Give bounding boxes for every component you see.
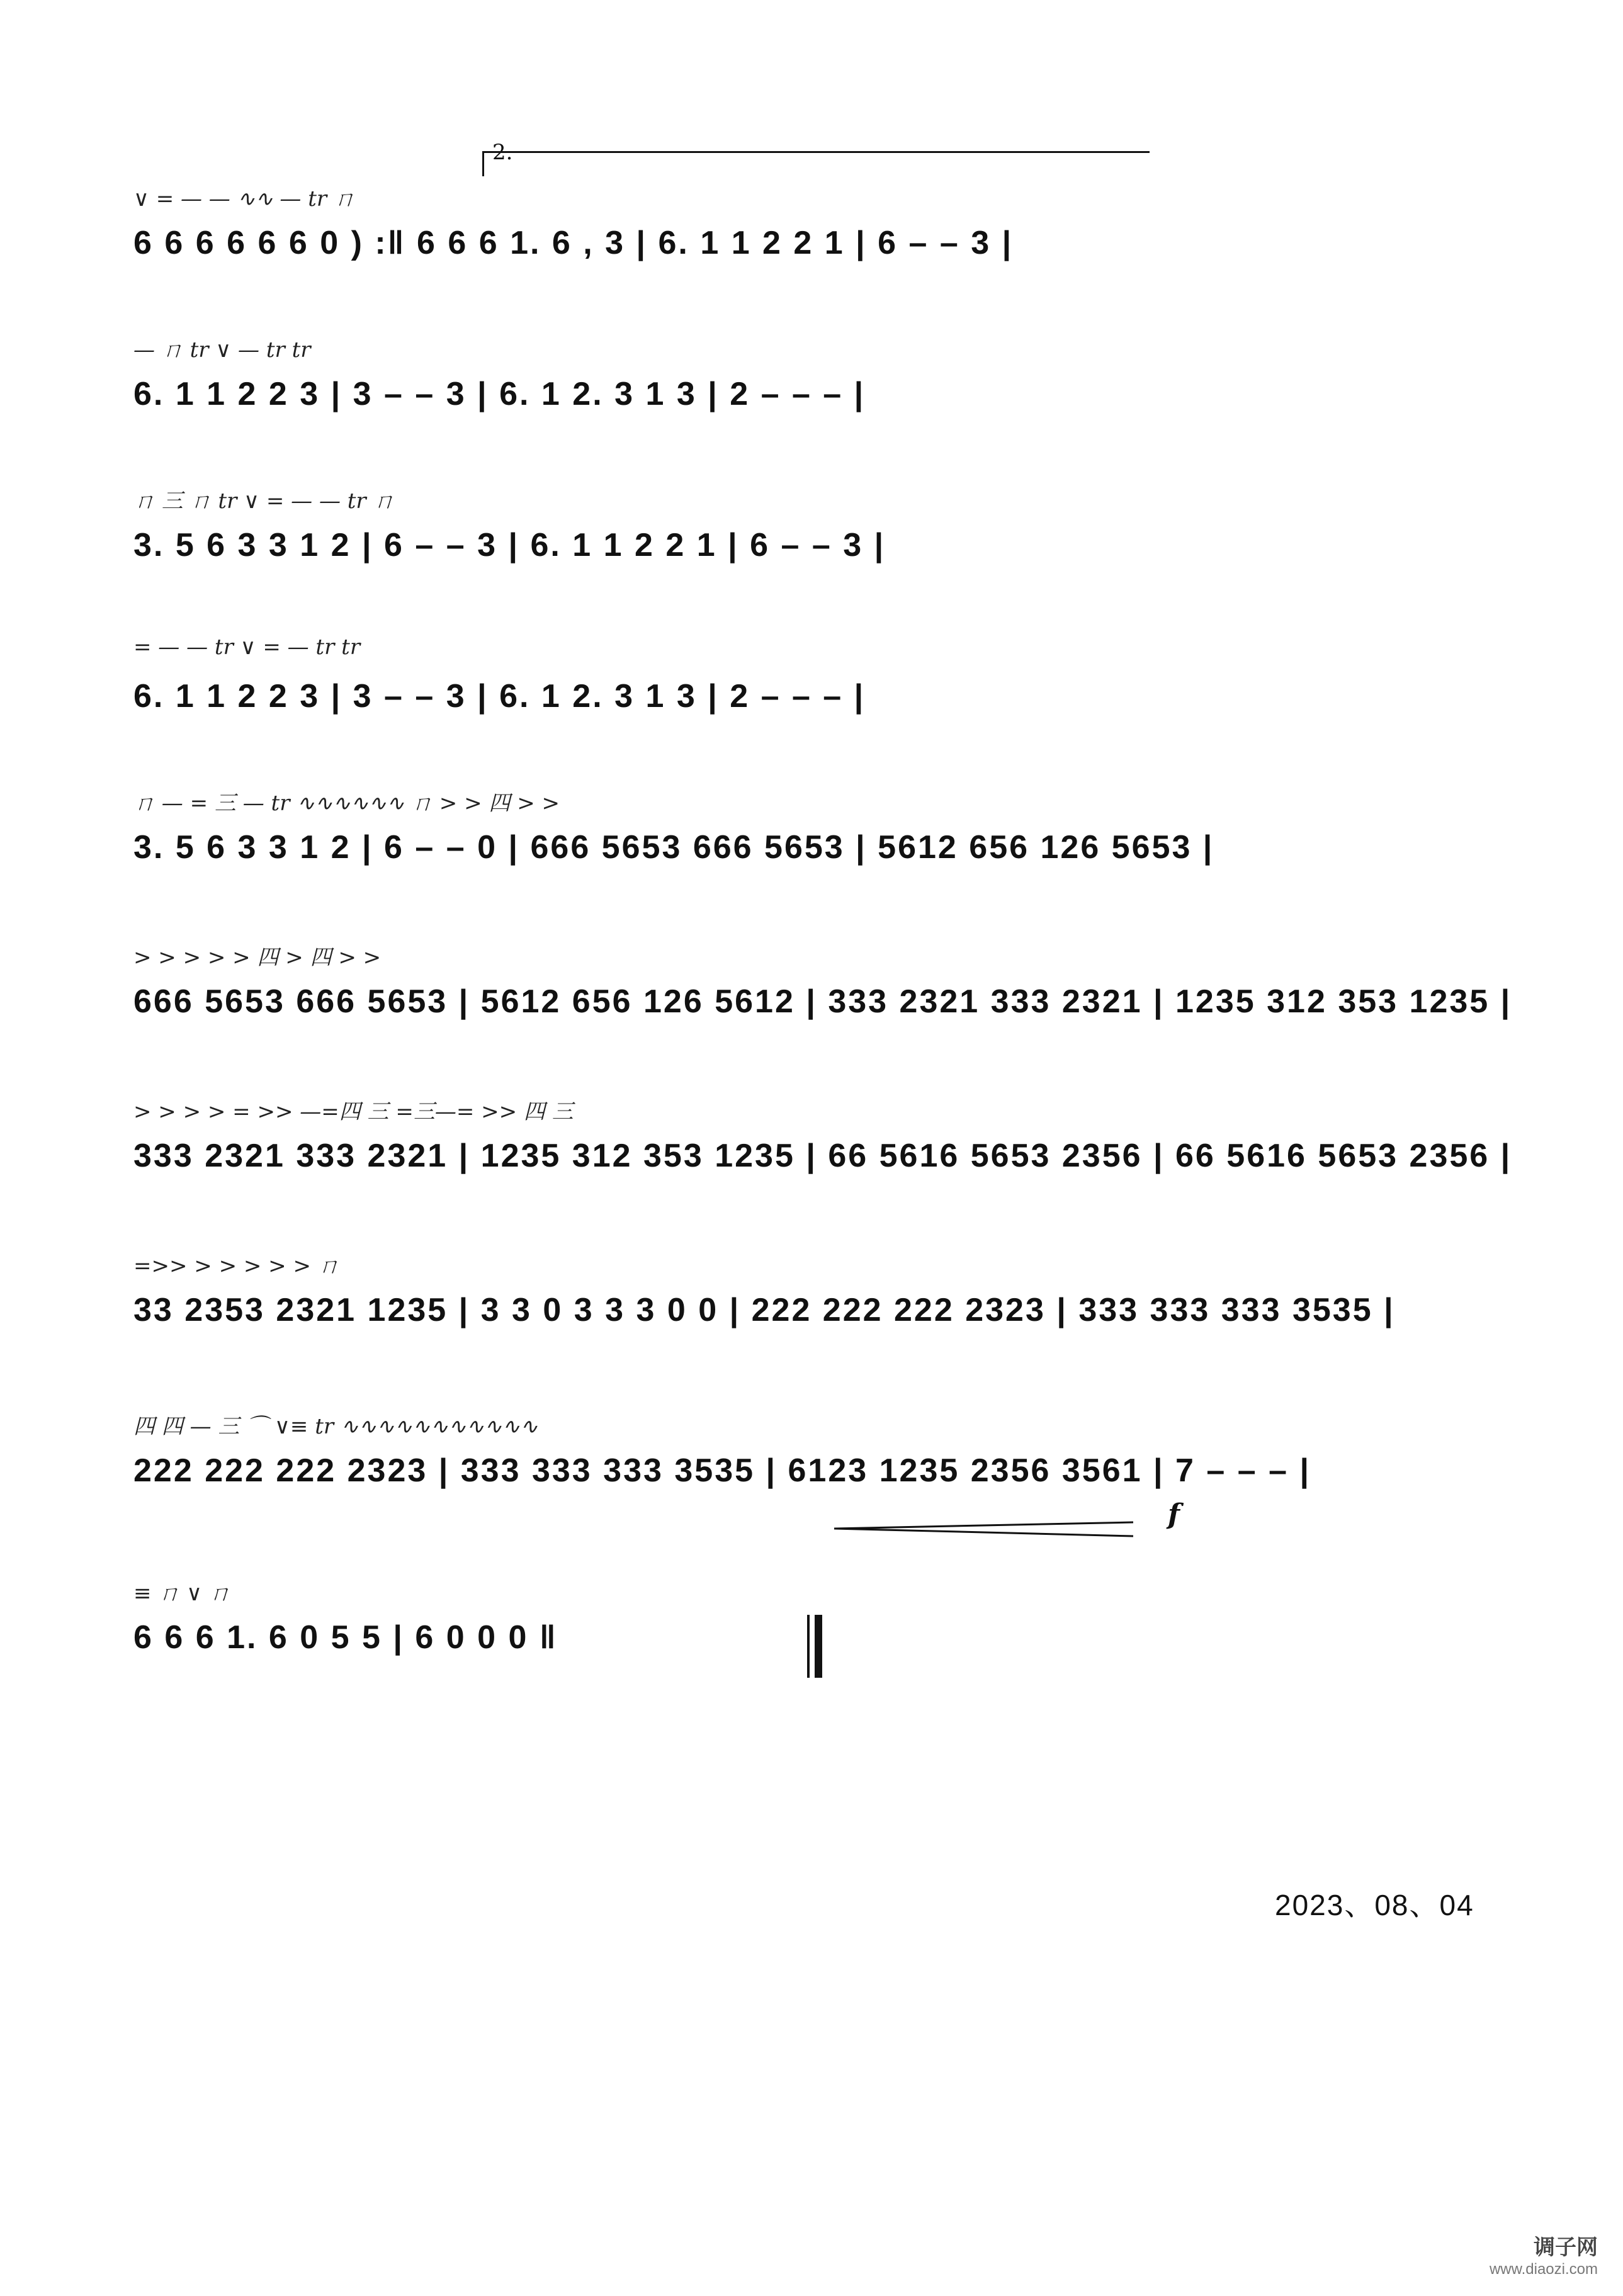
articulation-marks: > > > > = >> —=四 三 =三—= >> 四 三 [133,1099,574,1124]
crescendo-hairpin [834,1522,1133,1536]
articulation-marks: ㄇ 三 ㄇ tr ∨ = — — tr ㄇ [133,489,395,514]
notation-line: 222 222 222 2323 | 333 333 333 3535 | 6123 1235 2356 3561 | 7 – – – | [133,1452,1311,1489]
volta-label: 2. [492,140,513,165]
notation-line: 6. 1 1 2 2 3 | 3 – – 3 | 6. 1 2. 3 1 3 | 2 – – – | [133,376,866,412]
notation-line: 333 2321 333 2321 | 1235 312 353 1235 | 66 5616 5653 2356 | 66 5616 5653 2356 | [133,1138,1512,1174]
site-watermark [1490,2230,1598,2278]
final-double-barline [807,1615,822,1678]
notation-line: 6 6 6 6 6 6 0 ) :‖ 6 6 6 1. 6 , 3 | 6. 1 1 2 2 1 | 6 – – 3 | [133,225,1014,261]
watermark-site-name: 调子网 [1534,2236,1598,2259]
articulation-marks: 四 四 — 三 ⌒ ∨≡ tr ∿∿∿∿∿∿∿∿∿∿∿ [133,1414,538,1439]
articulation-marks: — ㄇ tr ∨ — tr tr [133,337,311,363]
notation-line: 6 6 6 1. 6 0 5 5 | 6 0 0 0 ‖ [133,1619,558,1656]
notation-line: 6. 1 1 2 2 3 | 3 – – 3 | 6. 1 2. 3 1 3 | 2 – – – | [133,678,866,715]
articulation-marks: = — — tr ∨ = — tr tr [133,635,361,660]
notation-line: 666 5653 666 5653 | 5612 656 126 5612 | 333 2321 333 2321 | 1235 312 353 1235 | [133,983,1512,1020]
score-date: 2023、08、04 [1275,1889,1474,1921]
articulation-marks: > > > > > 四 > 四 > > [133,945,382,970]
articulation-marks: =>> > > > > > ㄇ [133,1253,339,1279]
notation-line: 3. 5 6 3 3 1 2 | 6 – – 0 | 666 5653 666 5653 | 5612 656 126 5653 | [133,829,1214,866]
articulation-marks: ∨ = — — ∿∿ — tr ㄇ [133,186,355,212]
notation-line: 3. 5 6 3 3 1 2 | 6 – – 3 | 6. 1 1 2 2 1 | 6 – – 3 | [133,527,886,563]
watermark-url: www.diaozi.com [1489,2261,1598,2278]
dynamic-marking: f [1168,1498,1180,1530]
articulation-marks: ≡ ㄇ ∨ ㄇ [133,1581,230,1606]
notation-line: 33 2353 2321 1235 | 3 3 0 3 3 3 0 0 | 222 222 222 2323 | 333 333 333 3535 | [133,1292,1395,1328]
articulation-marks: ㄇ — = 三 — tr ∿∿∿∿∿∿ ㄇ > > 四 > > [133,791,560,816]
